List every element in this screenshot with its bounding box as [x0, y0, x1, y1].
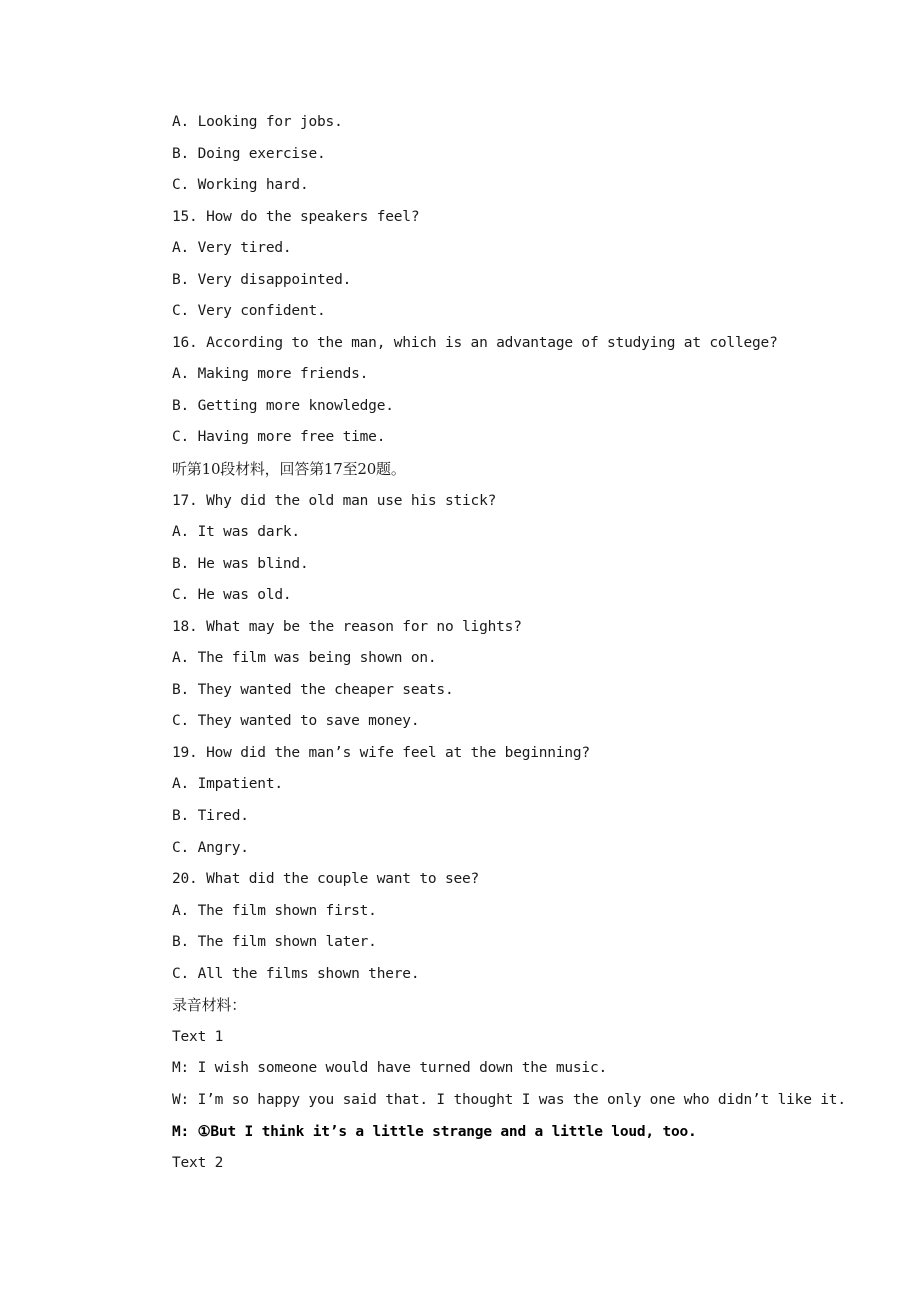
text-line: A. The film was being shown on.	[172, 650, 437, 667]
text-line: Text 2	[172, 1155, 224, 1172]
text-line: C. He was old.	[172, 587, 292, 604]
text-line: 20. What did the couple want to see?	[172, 871, 480, 888]
text-line: C. Angry.	[172, 839, 249, 856]
text-line: A. Very tired.	[172, 240, 292, 257]
text-line: 19. How did the man’s wife feel at the beginning?	[172, 744, 590, 761]
text-line: 18. What may be the reason for no lights?	[172, 618, 522, 635]
text-line: B. Getting more knowledge.	[172, 397, 394, 414]
text-line: M: ①But I think it’s a little strange and a little loud, too.	[172, 1123, 697, 1140]
text-line: A. Impatient.	[172, 776, 283, 793]
text-line: B. Doing exercise.	[172, 145, 326, 162]
text-line: C. They wanted to save money.	[172, 713, 420, 730]
text-line: M: I wish someone would have turned down the music.	[172, 1060, 608, 1077]
text-line: A. The film shown first.	[172, 902, 377, 919]
text-line: C. All the films shown there.	[172, 965, 420, 982]
text-line: 录音材料：	[172, 996, 247, 1015]
text-line: W: I’m so happy you said that. I thought I was the only one who didn’t like it.	[172, 1091, 846, 1108]
text-line: C. Very confident.	[172, 303, 326, 320]
text-line: Text 1	[172, 1028, 224, 1045]
text-line: 听第10段材料，回答第17至20题。	[172, 460, 406, 479]
text-line: B. The film shown later.	[172, 934, 377, 951]
text-line: A. Looking for jobs.	[172, 114, 343, 130]
text-line: C. Having more free time.	[172, 429, 386, 446]
text-line: A. It was dark.	[172, 524, 300, 541]
text-line: B. Tired.	[172, 808, 249, 825]
text-line: 16. According to the man, which is an advantage of studying at college?	[172, 334, 778, 351]
text-line: B. They wanted the cheaper seats.	[172, 681, 454, 698]
text-line: 17. Why did the old man use his stick?	[172, 492, 497, 509]
text-line: 15. How do the speakers feel?	[172, 208, 420, 225]
text-line: B. Very disappointed.	[172, 271, 352, 288]
document-body	[172, 110, 872, 1183]
text-line: C. Working hard.	[172, 177, 309, 194]
text-line: B. He was blind.	[172, 555, 309, 572]
text-line: A. Making more friends.	[172, 366, 369, 383]
